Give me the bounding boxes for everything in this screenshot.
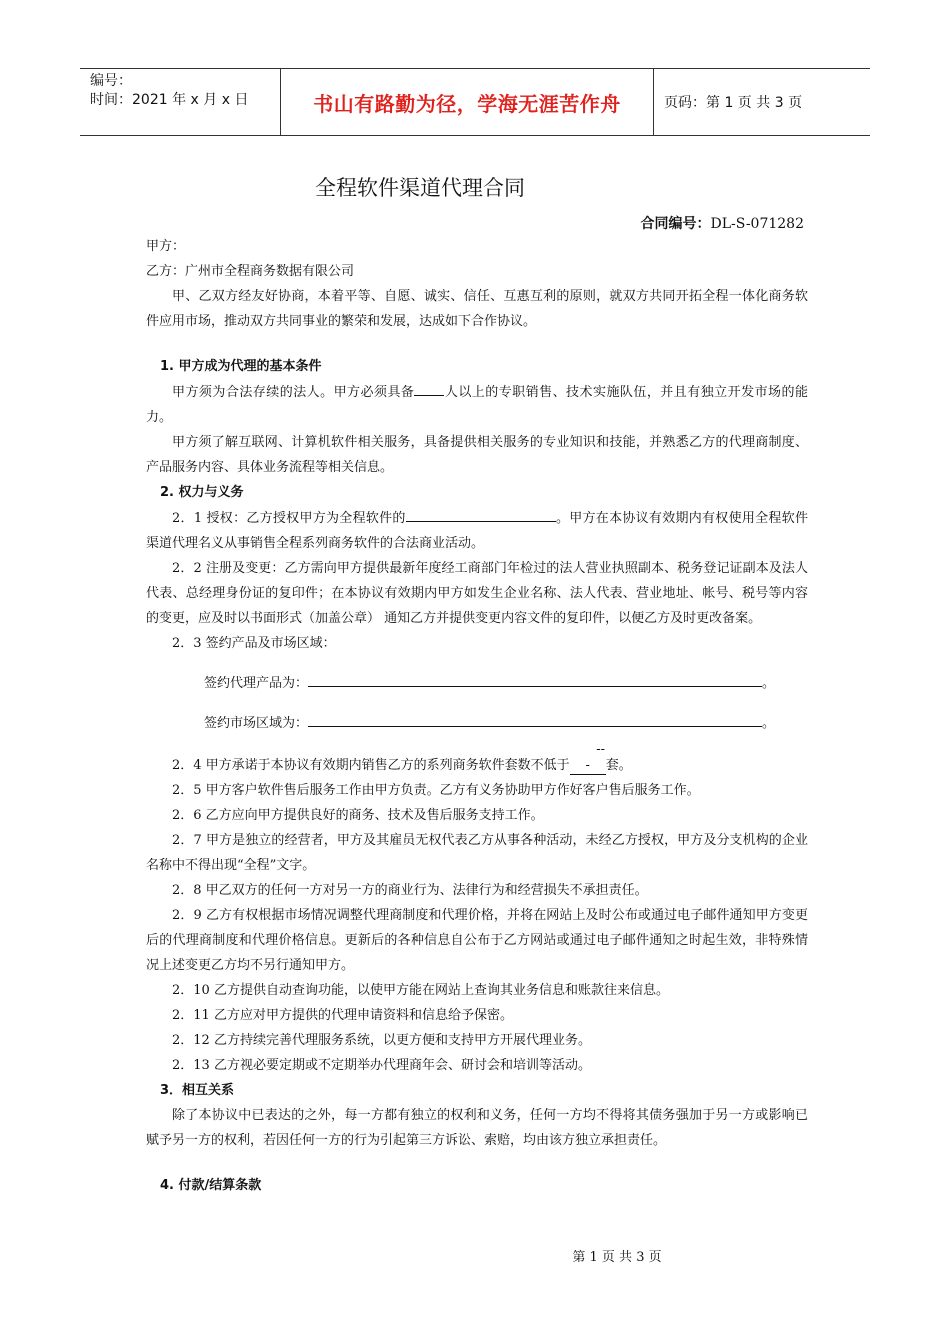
product-label: 签约代理产品为： xyxy=(204,676,309,691)
contract-body xyxy=(146,234,808,1198)
time-label: 时间：2021 年 x 月 x 日 xyxy=(90,92,249,108)
authorization-blank[interactable] xyxy=(406,505,556,522)
section-3-paragraph: 除了本协议中已表达的之外，每一方都有独立的权利和义务，任何一方均不得将其债务强加于另一方或影响已赋予另一方的权利，若因任何一方的行为引起第三方诉讼、索赔，均由该方独立承担责任。 xyxy=(146,1108,808,1148)
page-header xyxy=(80,68,870,136)
clause-2-4-text-a: 2．4 甲方承诺于本协议有效期内销售乙方的系列商务软件套数不低于 xyxy=(172,758,570,773)
clause-2-1 xyxy=(146,505,808,556)
product-period: 。 xyxy=(762,676,776,691)
section-4-heading: 4. 付款/结算条款 xyxy=(160,1178,262,1193)
quantity-blank[interactable]: --- xyxy=(570,742,606,775)
staff-count-blank[interactable] xyxy=(414,379,444,396)
clause-2-5: 2．5 甲方客户软件售后服务工作由甲方负责。乙方有义务协助甲方作好客户售后服务工作。 xyxy=(172,783,700,798)
region-period: 。 xyxy=(762,716,776,731)
clause-2-10: 2．10 乙方提供自动查询功能，以使甲方能在网站上查询其业务信息和账款往来信息。 xyxy=(172,983,669,998)
page-label: 页码：第 1 页 共 3 页 xyxy=(664,95,803,111)
clause-2-4-text-b: 套。 xyxy=(605,758,632,773)
clause-2-9: 2．9 乙方有权根据市场情况调整代理商制度和代理价格，并将在网站上及时公布或通过电子邮件通知甲方变更后的代理商制度和代理价格信息。更新后的各种信息自公布于乙方网站或通过电子邮件通知之时起生效，非特殊情况上述变更乙方均不另行通知甲方。 xyxy=(146,908,808,973)
clause-2-8: 2．8 甲乙双方的任何一方对另一方的商业行为、法律行为和经营损失不承担责任。 xyxy=(172,883,648,898)
section-1-paragraph-2: 甲方须了解互联网、计算机软件相关服务，具备提供相关服务的专业知识和技能，并熟悉乙方的代理商制度、产品服务内容、具体业务流程等相关信息。 xyxy=(146,435,808,475)
section-1-paragraph-1 xyxy=(146,379,808,430)
clause-2-3: 2．3 签约产品及市场区域： xyxy=(172,636,336,651)
document-title: 全程软件渠道代理合同 xyxy=(315,176,525,200)
header-left-cell xyxy=(80,69,280,135)
intro-paragraph: 甲、乙双方经友好协商，本着平等、自愿、诚实、信任、互惠互利的原则，就双方共同开拓全程一体化商务软件应用市场，推动双方共同事业的繁荣和发展，达成如下合作协议。 xyxy=(146,289,808,329)
number-label: 编号： xyxy=(90,73,132,89)
party-a: 甲方： xyxy=(146,239,186,254)
clause-2-12: 2．12 乙方持续完善代理服务系统，以更方便和支持甲方开展代理业务。 xyxy=(172,1033,591,1048)
clause-2-4 xyxy=(146,742,808,778)
product-blank[interactable] xyxy=(308,670,762,687)
party-b: 乙方：广州市全程商务数据有限公司 xyxy=(146,264,355,279)
clause-2-11: 2．11 乙方应对甲方提供的代理申请资料和信息给予保密。 xyxy=(172,1008,513,1023)
section-2-heading: 2. 权力与义务 xyxy=(160,485,244,500)
section-3-heading: 3．相互关系 xyxy=(160,1083,235,1098)
region-label: 签约市场区域为： xyxy=(204,716,309,731)
clause-2-13: 2．13 乙方视必要定期或不定期举办代理商年会、研讨会和培训等活动。 xyxy=(172,1058,591,1073)
clause-2-2: 2．2 注册及变更：乙方需向甲方提供最新年度经工商部门年检过的法人营业执照副本、税务登记证副本及法人代表、总经理身份证的复印件；在本协议有效期内甲方如发生企业名称、法人代表、营业地址、帐号、税号等内容的变更，应及时以书面形式（加盖公章） 通知乙方并提供变更内容文件的复印件，以便乙方及时更改备案。 xyxy=(146,561,808,626)
s1-p1-text-a: 甲方须为合法存续的法人。甲方必须具备 xyxy=(172,385,415,400)
section-1-heading: 1. 甲方成为代理的基本条件 xyxy=(160,359,322,374)
clause-2-6: 2．6 乙方应向甲方提供良好的商务、技术及售后服务支持工作。 xyxy=(172,808,544,823)
motto: 书山有路勤为径，学海无涯苦作舟 xyxy=(280,69,654,135)
contract-number xyxy=(640,213,804,233)
clause-2-1-text-b: 。甲方在本协议有效期内有权使用全程软件渠道代理名义从事销售全程系列商务软件的合法商业活动。 xyxy=(146,511,808,551)
product-row xyxy=(146,670,808,696)
region-row xyxy=(146,710,808,736)
clause-2-7: 2．7 甲方是独立的经营者，甲方及其雇员无权代表乙方从事各种活动，未经乙方授权，甲方及分支机构的企业名称中不得出现“全程”文字。 xyxy=(146,833,808,873)
clause-2-1-text-a: 2．1 授权：乙方授权甲方为全程软件的 xyxy=(172,511,406,526)
s1-p1-text-b: 人以上的专职销售、技术实施队伍，并且有独立开发市场的能力。 xyxy=(146,385,808,425)
contract-number-label: 合同编号： xyxy=(640,216,711,232)
page-footer: 第 1 页 共 3 页 xyxy=(572,1250,662,1265)
contract-number-value: DL-S-071282 xyxy=(710,216,804,232)
region-blank[interactable] xyxy=(308,710,762,727)
